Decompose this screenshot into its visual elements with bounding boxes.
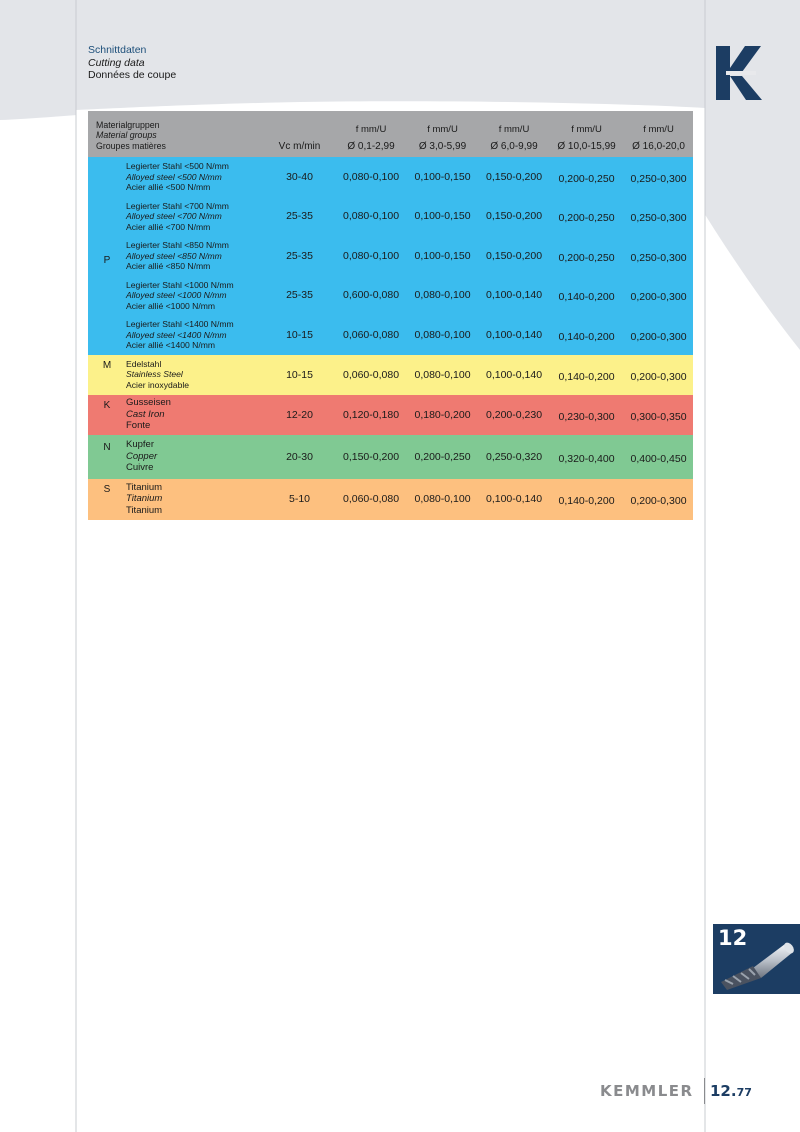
vc-header-top: [263, 111, 336, 135]
material-cell: [126, 157, 263, 197]
feed-cell: 0,200-0,230: [479, 395, 549, 435]
material-name-fr: Cuivre: [126, 462, 154, 474]
brand-name: KEMMLER: [600, 1082, 694, 1100]
vc-cell: 5-10: [263, 479, 336, 520]
feed-cell: 0,300-0,350: [624, 395, 693, 435]
material-groups-label-de: Materialgruppen: [96, 119, 160, 130]
feed-cell: 0,080-0,100: [336, 197, 406, 237]
feed-cell: 0,080-0,100: [406, 479, 479, 520]
page-header-titles: [88, 44, 176, 82]
material-groups-header: [88, 111, 263, 157]
material-cell: [126, 197, 263, 237]
material-name-fr: Acier allié <700 N/mm: [126, 221, 211, 232]
material-name-en: Stainless Steel: [126, 369, 183, 380]
material-cell: [126, 236, 263, 276]
feed-cell: 0,060-0,080: [336, 315, 406, 355]
material-name-en: Copper: [126, 450, 158, 462]
feed-cell: 0,100-0,140: [479, 479, 549, 520]
feed-cell: 0,250-0,300: [624, 236, 693, 276]
table-row: [88, 355, 693, 395]
vc-cell: 25-35: [263, 197, 336, 237]
vc-cell: 25-35: [263, 276, 336, 316]
material-name-de: Edelstahl: [126, 358, 162, 369]
diameter-header: Ø 16,0-20,0: [624, 135, 693, 157]
vc-cell: 20-30: [263, 435, 336, 479]
group-code-p: P: [88, 157, 126, 355]
title-german: Schnittdaten: [88, 44, 147, 56]
feed-cell: 0,140-0,200: [549, 355, 624, 395]
feed-cell: 0,180-0,200: [406, 395, 479, 435]
feed-cell: 0,100-0,140: [479, 315, 549, 355]
feed-cell: 0,080-0,100: [406, 315, 479, 355]
feed-cell: 0,600-0,080: [336, 276, 406, 316]
page-number: [710, 1082, 752, 1100]
feed-cell: 0,150-0,200: [479, 157, 549, 197]
vc-cell: 12-20: [263, 395, 336, 435]
feed-header: f mm/U: [624, 111, 693, 135]
material-cell: [126, 276, 263, 316]
material-groups-label-fr: Groupes matières: [96, 140, 166, 151]
vc-cell: 10-15: [263, 315, 336, 355]
group-code-s: S: [88, 479, 126, 520]
feed-cell: 0,140-0,200: [549, 315, 624, 355]
vc-cell: 25-35: [263, 236, 336, 276]
feed-cell: 0,250-0,300: [624, 157, 693, 197]
material-cell: [126, 435, 263, 479]
feed-cell: 0,200-0,250: [549, 236, 624, 276]
table-row: [88, 197, 693, 237]
material-name-en: Alloyed steel <700 N/mm: [126, 211, 222, 221]
diameter-header: Ø 3,0-5,99: [406, 135, 479, 157]
feed-cell: 0,250-0,320: [479, 435, 549, 479]
material-name-de: Legierter Stahl <700 N/mm: [126, 200, 229, 211]
feed-cell: 0,140-0,200: [549, 276, 624, 316]
material-name-fr: Acier inoxydable: [126, 379, 190, 390]
feed-cell: 0,150-0,200: [479, 236, 549, 276]
feed-cell: 0,140-0,200: [549, 479, 624, 520]
table-row: [88, 435, 693, 479]
feed-cell: 0,200-0,300: [624, 276, 693, 316]
table-row: [88, 276, 693, 316]
feed-cell: 0,080-0,100: [336, 236, 406, 276]
material-name-de: Kupfer: [126, 439, 154, 451]
vc-header: Vc m/min: [263, 135, 336, 157]
feed-cell: 0,200-0,300: [624, 315, 693, 355]
feed-cell: 0,100-0,150: [406, 157, 479, 197]
feed-cell: 0,320-0,400: [549, 435, 624, 479]
material-name-en: Alloyed steel <500 N/mm: [126, 171, 222, 182]
table-row: [88, 236, 693, 276]
title-french: Données de coupe: [88, 69, 177, 81]
table-row: [88, 395, 693, 435]
feed-cell: 0,150-0,200: [336, 435, 406, 479]
feed-cell: 0,060-0,080: [336, 479, 406, 520]
table-row: [88, 479, 693, 520]
feed-header: f mm/U: [336, 111, 406, 135]
chapter-number: 12: [718, 926, 748, 950]
material-name-de: Titanium: [126, 481, 163, 493]
feed-cell: 0,080-0,100: [336, 157, 406, 197]
feed-cell: 0,200-0,300: [624, 355, 693, 395]
feed-cell: 0,250-0,300: [624, 197, 693, 237]
vc-cell: 10-15: [263, 355, 336, 395]
material-name-en: Alloyed steel <1400 N/mm: [126, 329, 227, 340]
table-row: [88, 315, 693, 355]
group-code-n: N: [88, 435, 126, 479]
material-name-de: Legierter Stahl <1400 N/mm: [126, 319, 234, 329]
material-name-en: Alloyed steel <850 N/mm: [126, 250, 222, 261]
feed-cell: 0,200-0,250: [549, 157, 624, 197]
material-name-de: Legierter Stahl <500 N/mm: [126, 161, 229, 171]
feed-cell: 0,100-0,150: [406, 236, 479, 276]
material-name-fr: Acier allié <500 N/mm: [126, 182, 211, 192]
material-name-de: Gusseisen: [126, 397, 171, 409]
title-english: Cutting data: [88, 56, 145, 69]
material-cell: [126, 395, 263, 435]
material-name-fr: Acier allié <850 N/mm: [126, 261, 211, 271]
kemmler-k-logo: [712, 44, 764, 102]
feed-cell: 0,400-0,450: [624, 435, 693, 479]
feed-cell: 0,200-0,250: [549, 197, 624, 237]
table-header-row: [88, 111, 693, 135]
feed-cell: 0,100-0,140: [479, 355, 549, 395]
feed-cell: 0,060-0,080: [336, 355, 406, 395]
material-name-en: Cast Iron: [126, 408, 165, 420]
group-code-m: M: [88, 355, 126, 395]
material-cell: [126, 315, 263, 355]
page-number-main: 12.: [710, 1082, 737, 1100]
material-name-fr: Titanium: [126, 504, 163, 516]
material-name-de: Legierter Stahl <850 N/mm: [126, 240, 229, 250]
material-name-fr: Acier allié <1400 N/mm: [126, 340, 216, 350]
material-name-fr: Acier allié <1000 N/mm: [126, 300, 216, 311]
feed-header: f mm/U: [406, 111, 479, 135]
feed-cell: 0,200-0,250: [406, 435, 479, 479]
feed-cell: 0,080-0,100: [406, 276, 479, 316]
material-name-fr: Fonte: [126, 420, 151, 432]
material-cell: [126, 355, 263, 395]
cutting-data-table: [88, 111, 693, 520]
feed-cell: 0,150-0,200: [479, 197, 549, 237]
feed-header: f mm/U: [479, 111, 549, 135]
feed-cell: 0,200-0,300: [624, 479, 693, 520]
table-row: [88, 157, 693, 197]
vc-cell: 30-40: [263, 157, 336, 197]
page-number-sub: 77: [736, 1086, 752, 1099]
material-name-en: Titanium: [126, 493, 163, 505]
feed-cell: 0,100-0,150: [406, 197, 479, 237]
material-name-en: Alloyed steel <1000 N/mm: [126, 290, 227, 300]
material-cell: [126, 479, 263, 520]
feed-cell: 0,100-0,140: [479, 276, 549, 316]
material-groups-label-en: Material groups: [96, 130, 157, 140]
feed-header: f mm/U: [549, 111, 624, 135]
diameter-header: Ø 6,0-9,99: [479, 135, 549, 157]
chapter-tab[interactable]: [713, 924, 800, 994]
diameter-header: Ø 10,0-15,99: [549, 135, 624, 157]
feed-cell: 0,120-0,180: [336, 395, 406, 435]
material-name-de: Legierter Stahl <1000 N/mm: [126, 279, 234, 290]
group-code-k: K: [88, 395, 126, 435]
feed-cell: 0,230-0,300: [549, 395, 624, 435]
feed-cell: 0,080-0,100: [406, 355, 479, 395]
footer-divider: [704, 1078, 705, 1104]
diameter-header: Ø 0,1-2,99: [336, 135, 406, 157]
